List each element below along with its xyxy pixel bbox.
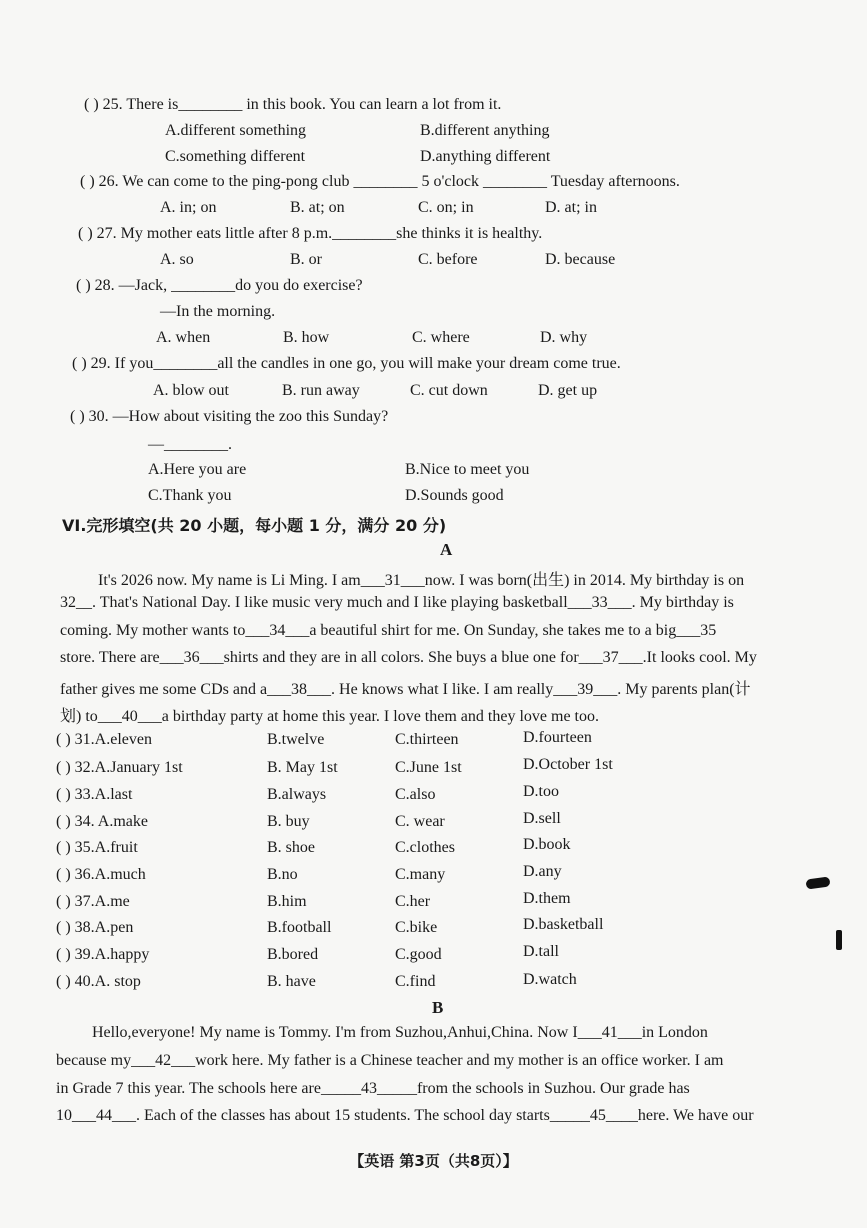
choice-40-a: ( ) 40.A. stop	[56, 973, 141, 990]
choice-39-a: ( ) 39.A.happy	[56, 946, 150, 963]
choice-33-b: B.always	[267, 786, 327, 803]
q26-option-a: A. in; on	[160, 199, 217, 216]
choice-35-c: C.clothes	[395, 839, 455, 856]
q27-option-d: D. because	[545, 251, 616, 268]
choice-34-d: D.sell	[523, 810, 561, 827]
passage-a-line-5: father gives me some CDs and a___38___. He knows what I like. I am really___39___. My parents plan(计	[60, 681, 751, 698]
passage-b-line-1: Hello,everyone! My name is Tommy. I'm from Suzhou,Anhui,China. Now I___41___in London	[92, 1024, 708, 1041]
choice-40-c: C.find	[395, 973, 436, 990]
choice-39-b: B.bored	[267, 946, 319, 963]
choice-38-b: B.football	[267, 919, 332, 936]
choice-36-a: ( ) 36.A.much	[56, 866, 146, 883]
q29-option-a: A. blow out	[153, 382, 229, 399]
q30-option-d: D.Sounds good	[405, 487, 504, 504]
question-27: ( ) 27. My mother eats little after 8 p.m.________she thinks it is healthy.	[78, 225, 543, 242]
question-30: ( ) 30. —How about visiting the zoo this Sunday?	[70, 408, 389, 425]
choice-35-b: B. shoe	[267, 839, 315, 856]
passage-b-line-4: 10___44___. Each of the classes has about 15 students. The school day starts_____45____here. We have our	[56, 1107, 754, 1124]
choice-38-c: C.bike	[395, 919, 438, 936]
choice-33-d: D.too	[523, 783, 559, 800]
passage-a-line-1: It's 2026 now. My name is Li Ming. I am___31___now. I was born(出生) in 2014. My birthday is on	[98, 572, 745, 589]
q29-option-c: C. cut down	[410, 382, 488, 399]
q25-option-b: B.different anything	[420, 122, 550, 139]
choice-37-c: C.her	[395, 893, 431, 910]
q26-option-c: C. on; in	[418, 199, 474, 216]
choice-40-d: D.watch	[523, 971, 577, 988]
choice-38-a: ( ) 38.A.pen	[56, 919, 134, 936]
choice-38-d: D.basketball	[523, 916, 604, 933]
q30-option-b: B.Nice to meet you	[405, 461, 530, 478]
scan-mark	[836, 930, 842, 950]
passage-b-line-3: in Grade 7 this year. The schools here are_____43_____from the schools in Suzhou. Our grade has	[56, 1080, 690, 1097]
passage-a-line-6: 划) to___40___a birthday party at home this year. I love them and they love me too.	[60, 708, 599, 725]
choice-37-d: D.them	[523, 890, 571, 907]
choice-39-c: C.good	[395, 946, 442, 963]
page-footer: 【英语 第3页（共8页）】	[349, 1152, 518, 1170]
section-heading: VI.完形填空(共 20 小题，每小题 1 分，满分 20 分)	[62, 516, 447, 535]
q27-option-b: B. or	[290, 251, 322, 268]
scan-mark	[805, 876, 830, 889]
q28-option-a: A. when	[156, 329, 211, 346]
choice-35-d: D.book	[523, 836, 571, 853]
q30-option-a: A.Here you are	[148, 461, 247, 478]
q26-option-d: D. at; in	[545, 199, 597, 216]
question-28: ( ) 28. —Jack, ________do you do exercise?	[76, 277, 363, 294]
q28-option-d: D. why	[540, 329, 588, 346]
question-28-response: —In the morning.	[160, 303, 276, 320]
choice-37-a: ( ) 37.A.me	[56, 893, 130, 910]
choice-31-d: D.fourteen	[523, 729, 592, 746]
choice-36-c: C.many	[395, 866, 446, 883]
passage-a-line-2: 32__. That's National Day. I like music very much and I like playing basketball___33___. My birthday is	[60, 594, 734, 611]
choice-36-d: D.any	[523, 863, 562, 880]
choice-32-a: ( ) 32.A.January 1st	[56, 759, 183, 776]
question-26: ( ) 26. We can come to the ping-pong club ________ 5 o'clock ________ Tuesday afternoons.	[80, 173, 680, 190]
q28-option-b: B. how	[283, 329, 330, 346]
choice-32-c: C.June 1st	[395, 759, 462, 776]
choice-34-b: B. buy	[267, 813, 310, 830]
choice-35-a: ( ) 35.A.fruit	[56, 839, 138, 856]
q29-option-b: B. run away	[282, 382, 360, 399]
choice-31-c: C.thirteen	[395, 731, 459, 748]
question-30-response: —________.	[148, 436, 232, 453]
passage-b-line-2: because my___42___work here. My father is a Chinese teacher and my mother is an office worker. I am	[56, 1052, 724, 1069]
passage-a-title: A	[440, 540, 453, 559]
choice-39-d: D.tall	[523, 943, 559, 960]
passage-a-line-4: store. There are___36___shirts and they are in all colors. She buys a blue one for___37___.It looks cool. My	[60, 649, 757, 666]
choice-34-c: C. wear	[395, 813, 445, 830]
question-29: ( ) 29. If you________all the candles in one go, you will make your dream come true.	[72, 355, 621, 372]
q27-option-c: C. before	[418, 251, 478, 268]
choice-31-a: ( ) 31.A.eleven	[56, 731, 152, 748]
passage-a-line-3: coming. My mother wants to___34___a beautiful shirt for me. On Sunday, she takes me to a big___35	[60, 622, 717, 639]
choice-40-b: B. have	[267, 973, 316, 990]
q26-option-b: B. at; on	[290, 199, 345, 216]
q28-option-c: C. where	[412, 329, 470, 346]
choice-31-b: B.twelve	[267, 731, 325, 748]
question-25: ( ) 25. There is________ in this book. You can learn a lot from it.	[84, 96, 502, 113]
q30-option-c: C.Thank you	[148, 487, 232, 504]
q25-option-a: A.different something	[165, 122, 307, 139]
choice-32-b: B. May 1st	[267, 759, 338, 776]
q25-option-d: D.anything different	[420, 148, 551, 165]
q29-option-d: D. get up	[538, 382, 598, 399]
choice-33-c: C.also	[395, 786, 436, 803]
choice-33-a: ( ) 33.A.last	[56, 786, 133, 803]
choice-36-b: B.no	[267, 866, 298, 883]
q25-option-c: C.something different	[165, 148, 306, 165]
passage-b-title: B	[432, 998, 444, 1017]
choice-37-b: B.him	[267, 893, 307, 910]
choice-34-a: ( ) 34. A.make	[56, 813, 148, 830]
q27-option-a: A. so	[160, 251, 194, 268]
choice-32-d: D.October 1st	[523, 756, 613, 773]
